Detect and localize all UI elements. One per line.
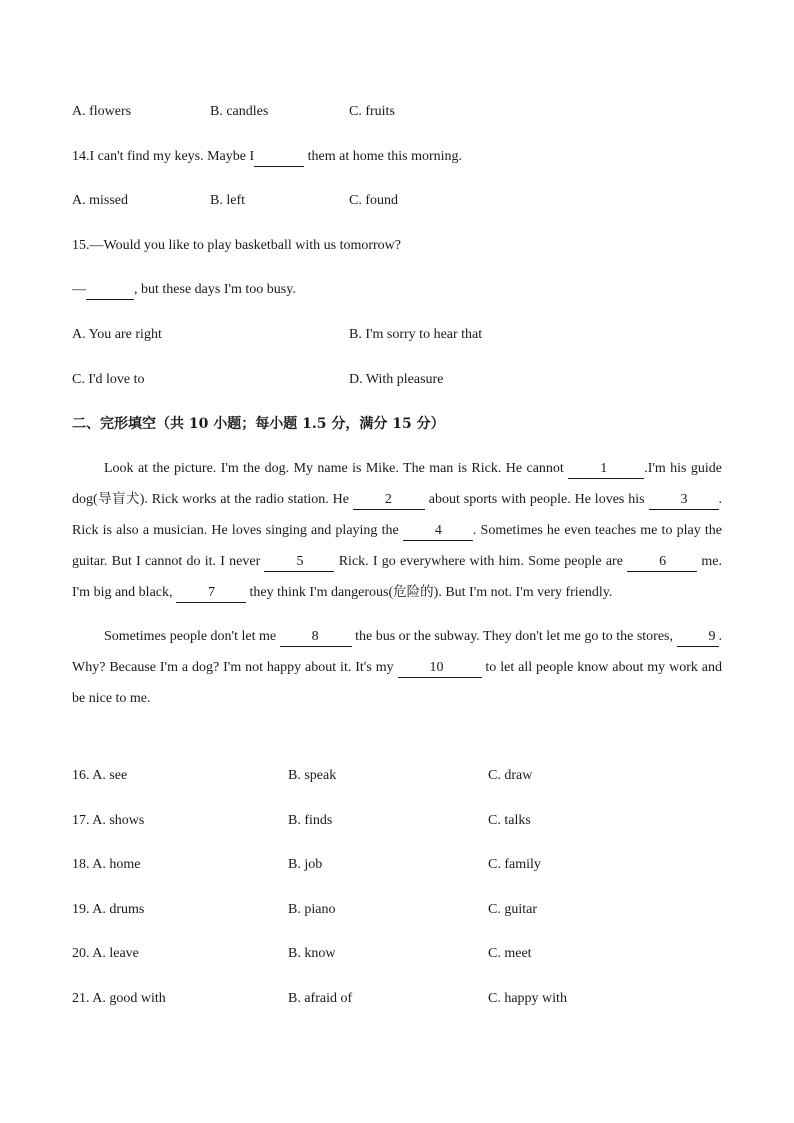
choice-18-c: C. family [488,857,541,872]
passage-text: . Why? Because I'm a dog? I'm not happy about it. It's my [72,629,723,675]
choice-17-c: C. talks [488,813,531,828]
choice-19-c: C. guitar [488,902,537,917]
blank-9: 9 [677,628,719,647]
q15-option-a: A. You are right [72,327,162,342]
blank-6: 6 [627,553,697,572]
blank-1: 1 [568,460,644,479]
passage-text: they think I'm dangerous( [246,585,394,600]
passage-text: . Rick is also a musician. He loves singing and playing the [72,492,722,538]
blank-4: 4 [403,522,473,541]
choice-19-b: B. piano [288,902,336,917]
q13-option-c: C. fruits [349,104,395,119]
q15-reply-prefix: — [72,282,86,297]
q15-option-c: C. I'd love to [72,372,145,387]
passage-text: to let all people know about my work and be nice to me. [72,660,722,706]
blank-10: 10 [398,659,482,678]
cloze-passage [72,453,722,714]
choice-16-c: C. draw [488,768,533,783]
choice-16-a: 16. A. see [72,768,128,783]
chinese-gloss: 危险的 [393,584,434,600]
choice-20-c: C. meet [488,946,532,961]
choice-16-b: B. speak [288,768,337,783]
passage-text: . Sometimes he even teaches me to play the guitar. But I cannot do it. I never [72,523,722,569]
q15-blank [86,281,134,300]
q14-blank [254,148,304,167]
passage-text: ). But I'm not. I'm very friendly. [433,585,613,600]
q13-option-b: B. candles [210,104,269,119]
passage-text: Look at the picture. I'm the dog. My name is Mike. The man is Rick. He cannot [104,461,569,476]
blank-5: 5 [264,553,334,572]
choice-18-b: B. job [288,857,323,872]
passage-text: about sports with people. He loves his [424,492,649,507]
q15-option-b: B. I'm sorry to hear that [349,327,483,342]
chinese-gloss: 导盲犬 [97,491,140,507]
q15-reply-after: , but these days I'm too busy. [134,282,296,297]
q15-reply [72,280,296,300]
choice-17-b: B. finds [288,813,333,828]
q14-stem-before: 14.I can't find my keys. Maybe I [72,149,255,164]
q14-option-b: B. left [210,193,245,208]
q13-option-a: A. flowers [72,104,132,119]
q14-option-a: A. missed [72,193,128,208]
choice-21-a: 21. A. good with [72,991,166,1006]
q14-stem-after: them at home this morning. [304,149,463,164]
passage-paragraph-2 [72,621,722,714]
choice-21-b: B. afraid of [288,991,353,1006]
choice-20-a: 20. A. leave [72,946,139,961]
q15-stem: 15.—Would you like to play basketball with us tomorrow? [72,238,401,253]
passage-text: .I'm his guide dog( [72,461,723,507]
passage-text: Sometimes people don't let me [104,629,280,644]
passage-text: ). Rick works at the radio station. He [139,492,353,507]
choice-20-b: B. know [288,946,336,961]
blank-8: 8 [280,628,352,647]
passage-text: Rick. I go everywhere with him. Some people are [334,554,628,569]
choice-17-a: 17. A. shows [72,813,145,828]
q14-option-c: C. found [349,193,398,208]
passage-text: me. I'm big and black, [72,554,723,600]
q15-option-d: D. With pleasure [349,372,444,387]
q14-stem [72,147,462,167]
passage-text: the bus or the subway. They don't let me go to the stores, [351,629,677,644]
blank-3: 3 [649,491,719,510]
choice-21-c: C. happy with [488,991,567,1006]
blank-7: 7 [176,584,246,603]
blank-2: 2 [353,491,425,510]
section-heading: 二、完形填空（共 10 小题；每小题 1.5 分，满分 15 分） [72,416,445,432]
choice-18-a: 18. A. home [72,857,141,872]
passage-paragraph-1 [72,453,722,608]
choice-19-a: 19. A. drums [72,902,145,917]
